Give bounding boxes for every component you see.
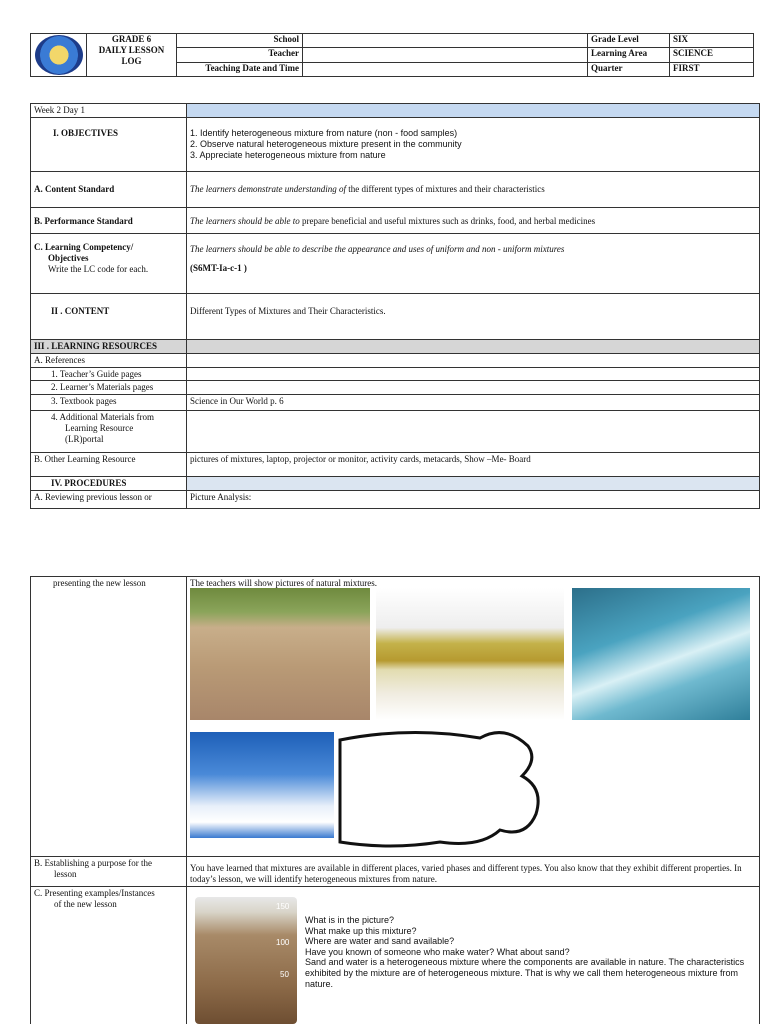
deped-seal-icon — [35, 35, 83, 75]
competency-label: C. Learning Competency/ Objectives Write the LC code for each. — [31, 234, 187, 294]
other-resource-value: pictures of mixtures, laptop, projector or monitor, activity cards, metacards, Show –Me- Board — [187, 453, 760, 477]
competency-text: The learners should be able to describe the appearance and uses of uniform and non - uniform mixtures (S6MT-Ia-c-1 ) — [187, 234, 760, 294]
objective-item: 1. Identify heterogeneous mixture from nature (non - food samples) — [190, 128, 458, 138]
presenting-label: presenting the new lesson — [31, 577, 187, 857]
quarter-label: Quarter — [588, 62, 670, 76]
question-item: Have you known of someone who make water? What about sand? — [305, 946, 570, 957]
learners-materials-value — [187, 381, 760, 395]
additional-materials-value — [187, 411, 760, 453]
procedures-bar — [187, 477, 760, 491]
teachers-guide-value — [187, 367, 760, 381]
beaker-mark-100: 100 — [276, 938, 290, 947]
header-table — [30, 33, 754, 77]
school-label: School — [177, 34, 303, 48]
content-label: II . CONTENT — [31, 294, 187, 340]
week-bar — [187, 104, 760, 118]
performance-standard-text: The learners should be able to prepare beneficial and useful mixtures such as drinks, food, and herbal medicines — [187, 208, 760, 234]
cloudy-sky-image — [190, 732, 334, 838]
learning-area-label: Learning Area — [588, 48, 670, 62]
dll-title: GRADE 6 DAILY LESSON LOG — [87, 34, 177, 77]
week-label: Week 2 Day 1 — [31, 104, 187, 118]
procedures-label: IV. PROCEDURES — [31, 477, 187, 491]
teacher-value[interactable] — [303, 48, 588, 62]
teachers-guide-label: 1. Teacher’s Guide pages — [31, 367, 187, 381]
examples-label: C. Presenting examples/Instances of the new lesson — [31, 887, 187, 1024]
oil-water-glass-image — [376, 588, 564, 720]
teacher-label: Teacher — [177, 48, 303, 62]
additional-materials-label: 4. Additional Materials from Learning Resource (LR)portal — [31, 411, 187, 453]
explanation-text: Sand and water is a heterogeneous mixture where the components are available in nature. The characteristics exhibited by the mixture are of heterogeneous mixture. That is why we call them heterogeneous mixture from nature. — [305, 957, 745, 989]
objective-item: 2. Observe natural heterogeneous mixture present in the community — [190, 138, 462, 149]
textbook-label: 3. Textbook pages — [31, 395, 187, 411]
discussion-questions — [305, 915, 745, 989]
references-label: A. References — [31, 353, 187, 367]
beaker-mark-50: 50 — [280, 970, 289, 979]
date-time-label: Teaching Date and Time — [177, 62, 303, 76]
question-item: What make up this mixture? — [305, 925, 417, 936]
lesson-table-page1 — [30, 103, 760, 509]
learners-materials-label: 2. Learner’s Materials pages — [31, 381, 187, 395]
references-value — [187, 353, 760, 367]
school-value[interactable] — [303, 34, 588, 48]
objectives-label: I. OBJECTIVES — [31, 118, 187, 172]
date-time-value[interactable] — [303, 62, 588, 76]
review-label: A. Reviewing previous lesson or — [31, 490, 187, 508]
sand-water-beaker-image — [195, 897, 297, 1024]
cloud-shape-image — [330, 730, 550, 850]
question-item: Where are water and sand available? — [305, 936, 455, 947]
learning-area-value: SCIENCE — [670, 48, 754, 62]
review-value: Picture Analysis: — [187, 490, 760, 508]
grade-level-value: SIX — [670, 34, 754, 48]
presenting-value: The teachers will show pictures of natural mixtures. — [190, 578, 377, 588]
performance-standard-label: B. Performance Standard — [31, 208, 187, 234]
learning-resources-bar — [187, 340, 760, 354]
content-standard-text: The learners demonstrate understanding of the different types of mixtures and their characteristics — [187, 172, 760, 208]
content-standard-label: A. Content Standard — [31, 172, 187, 208]
textbook-value: Science in Our World p. 6 — [187, 395, 760, 411]
learning-resources-label: III . LEARNING RESOURCES — [31, 340, 187, 354]
grade-level-label: Grade Level — [588, 34, 670, 48]
other-resource-label: B. Other Learning Resource — [31, 453, 187, 477]
river-mud-image — [190, 588, 370, 720]
quarter-value: FIRST — [670, 62, 754, 76]
purpose-label: B. Establishing a purpose for the lesson — [31, 857, 187, 887]
objectives-list — [187, 118, 760, 172]
ocean-waves-image — [572, 588, 750, 720]
competency-code: (S6MT-Ia-c-1 ) — [190, 262, 247, 273]
purpose-text: You have learned that mixtures are available in different places, varied phases and different types. You also know that they exhibit different properties. In today’s lesson, we will identify heterogeneous mixtures from nature. — [187, 857, 760, 887]
objective-item: 3. Appreciate heterogeneous mixture from nature — [190, 149, 386, 160]
cloud-outline — [340, 732, 538, 846]
beaker-mark-150: 150 — [276, 902, 290, 911]
content-text: Different Types of Mixtures and Their Characteristics. — [187, 294, 760, 340]
school-seal-cell — [31, 34, 87, 77]
question-item: What is in the picture? — [305, 915, 395, 925]
